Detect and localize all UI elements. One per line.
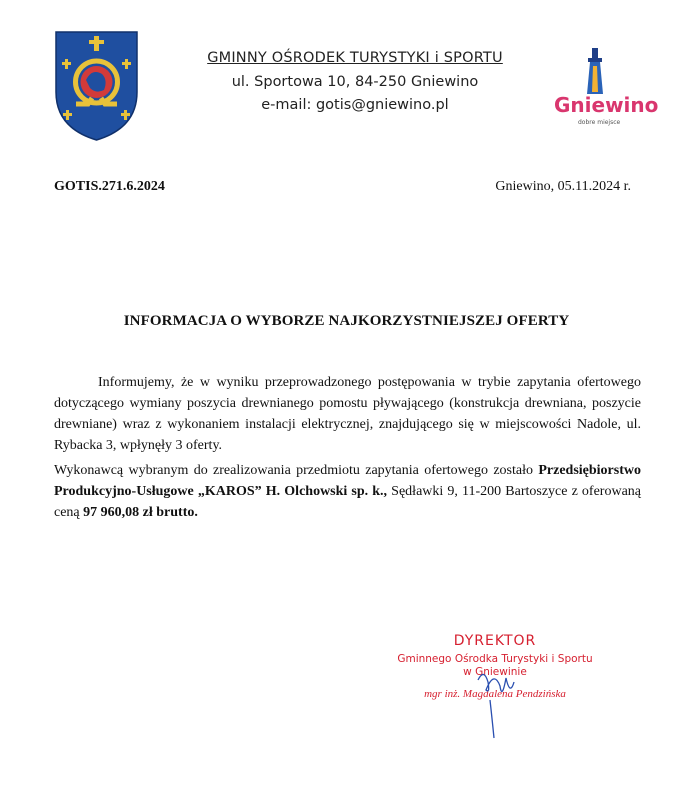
stamp-title: DYREKTOR bbox=[453, 633, 537, 649]
stamp-place: w Gniewinie bbox=[463, 666, 527, 678]
gniewino-logo-icon bbox=[548, 44, 659, 130]
contractor-name: Przedsiębiorstwo Produkcyjno-Usługowe „KAROS” H. Olchowski sp. k., bbox=[54, 463, 641, 499]
reference-number: GOTIS.271.6.2024 bbox=[54, 179, 165, 194]
offer-price: 97 960,08 zł brutto. bbox=[83, 505, 198, 520]
paragraph-selected-contractor bbox=[54, 460, 641, 523]
organization-name: GMINNY OŚRODEK TURYSTYKI i SPORTU bbox=[207, 50, 503, 66]
organization-address: ul. Sportowa 10, 84-250 Gniewino bbox=[231, 74, 479, 90]
stamp-signatory: mgr inż. Magdalena Pendzińska bbox=[424, 688, 566, 700]
paragraph-information: Informujemy, że w wyniku przeprowadzonego postępowania w trybie zapytania ofertowego dotyczącego wymiany poszycia drewnianego pomostu pływającego (konstrukcja drewniana, poszycie drewniane) wraz z wykonaniem instalacji elektrycznej, znajdującego się w miejscowości Nadole, ul. Rybacka 3, wpłynęły 3 oferty. bbox=[54, 375, 641, 453]
logo-subtext: dobre miejsce bbox=[578, 119, 621, 126]
logo-text: Gniewino bbox=[554, 93, 659, 117]
contractor-intro: Wykonawcą wybranym do zrealizowania przedmiotu zapytania ofertowego zostało bbox=[54, 463, 539, 478]
place-date: Gniewino, 05.11.2024 r. bbox=[495, 179, 631, 194]
coat-of-arms-icon bbox=[54, 30, 139, 142]
handwritten-signature-icon bbox=[470, 660, 530, 740]
document-title: INFORMACJA O WYBORZE NAJKORZYSTNIEJSZEJ OFERTY bbox=[123, 313, 570, 329]
stamp-organization: Gminnego Ośrodka Turystyki i Sportu bbox=[397, 653, 593, 665]
organization-email: e-mail: gotis@gniewino.pl bbox=[261, 97, 449, 113]
contractor-address: Sędławki 9, 11-200 Bartoszyce z oferowaną ceną bbox=[54, 484, 641, 520]
